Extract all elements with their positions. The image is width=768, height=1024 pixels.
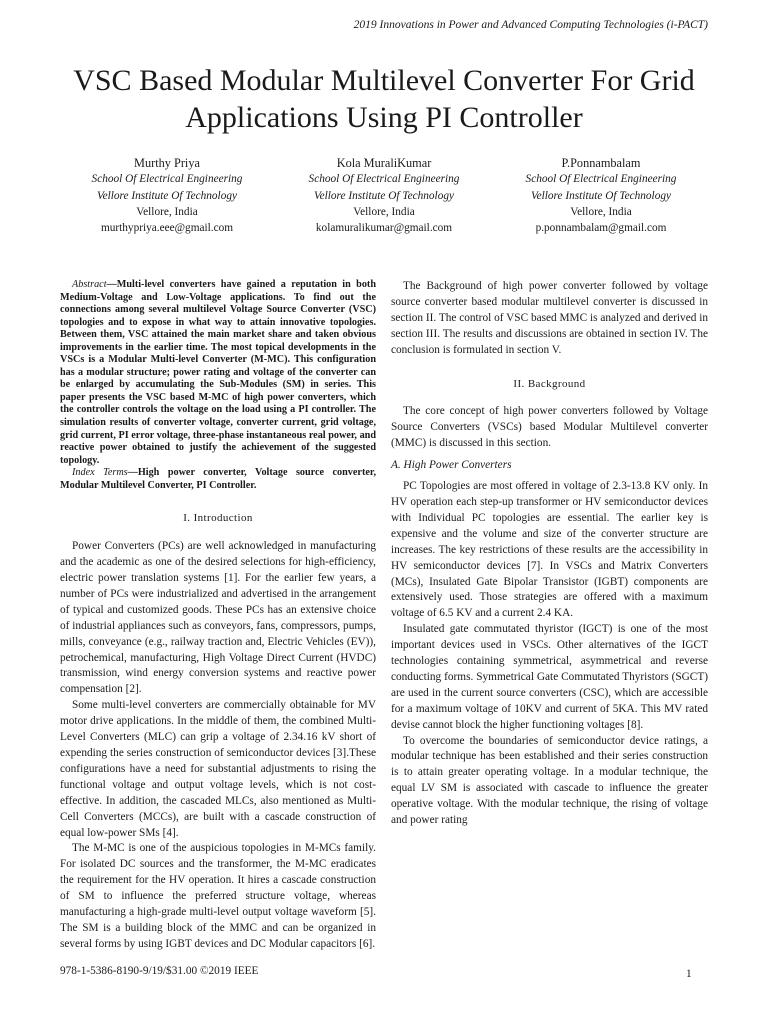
index-terms-label: Index Terms bbox=[72, 467, 128, 479]
paragraph: To overcome the boundaries of semiconductor device ratings, a modular technique has been established and their series construction is to attain greater operating voltage. In a modular technique, the equal LV SM is associated with cascade to influence the greater operative voltage. With the modular technique, the rising of voltage and power rating bbox=[391, 734, 708, 827]
conference-header: 2019 Innovations in Power and Advanced Computing Technologies (i-PACT) bbox=[353, 19, 708, 31]
author-block bbox=[62, 155, 706, 236]
author-location: Vellore, India bbox=[353, 205, 415, 218]
author-institute: Vellore Institute Of Technology bbox=[96, 189, 238, 202]
right-column bbox=[391, 279, 708, 829]
left-column bbox=[60, 279, 376, 953]
author-school: School Of Electrical Engineering bbox=[308, 173, 460, 186]
subsection-heading: A. High Power Converters bbox=[391, 459, 512, 472]
author-location: Vellore, India bbox=[570, 205, 632, 218]
author-2 bbox=[279, 155, 489, 236]
paragraph: PC Topologies are most offered in voltage of 2.3-13.8 KV only. In HV operation each step-up transformer or HV semiconductor devices with Individual PC topologies are essential. The earlier key is expensive and the volume and size of the converter structure are increases. The key restrictions of these results are the accessibility in HV semiconductor devices [7]. In VSCs and Matrix Converters (MCs), Insulated Gate Bipolar Transistor (IGBT) components are extensively used. Those strategies are offered with a maximum voltage of 6.5 KV and a current 2.4 KA. bbox=[391, 480, 708, 620]
page-number: 1 bbox=[686, 968, 692, 980]
copyright-footer: 978-1-5386-8190-9/19/$31.00 ©2019 IEEE bbox=[60, 965, 259, 977]
author-institute: Vellore Institute Of Technology bbox=[530, 189, 672, 202]
author-3 bbox=[496, 155, 706, 236]
abstract-text: —Multi-level converters have gained a reputation in both Medium-Voltage and Low-Voltage applications. To find out the connections among several multilevel Voltage Source Converter (VSC) topologies and to expose in what way to attain innovative topologies. Between them, VSC attained the main market share and taken obvious improvements in the earlier time. The most topical developments in the VSCs is a Modular Multi-level Converter (M-MC). This configuration has a modular structure; power rating and voltage of the converter can be enlarged by accumulating the Sub-Modules (SM) in series. This paper presents the VSC based M-MC of high power converters, which the controller controls the voltage on the load using a PI controller. The simulation results of converter voltage, converter current, grid voltage, grid current, PI error voltage, three-phase instantaneous real power, and reactive power obtained to justify the achievement of the suggested topology. bbox=[60, 279, 376, 466]
index-terms-text: —High power converter, Voltage source converter, Modular Multilevel Converter, PI Controller. bbox=[60, 467, 376, 491]
author-name: Murthy Priya bbox=[134, 156, 200, 170]
author-email[interactable]: murthypriya.eee@gmail.com bbox=[100, 222, 234, 235]
author-school: School Of Electrical Engineering bbox=[525, 173, 677, 186]
author-1 bbox=[62, 155, 272, 236]
author-name: P.Ponnambalam bbox=[561, 156, 641, 170]
abstract bbox=[60, 279, 376, 467]
section-heading-introduction: I. Introduction bbox=[183, 512, 253, 525]
paragraph: The Background of high power converter followed by voltage source converter based modular multilevel converter is discussed in section II. The control of VSC based MMC is analyzed and derived in section III. The results and discussions are obtained in section IV. The conclusion is formulated in section V. bbox=[391, 280, 708, 356]
index-terms bbox=[60, 467, 376, 492]
section-heading-background: II. Background bbox=[513, 377, 586, 390]
author-school: School Of Electrical Engineering bbox=[91, 173, 243, 186]
author-name: Kola MuraliKumar bbox=[336, 156, 432, 170]
title-line-2: Applications Using PI Controller bbox=[185, 101, 583, 134]
paragraph: The M-MC is one of the auspicious topologies in M-MCs family. For isolated DC sources and the transformer, the M-MC eradicates the requirement for the HV operation. It hires a cascade construction of SM to influence the preferred structure voltage, whereas manufacturing a high-grade multi-level output voltage waveform [5]. The SM is a building block of the MMC and can be organized in several forms by using IGBT devices and DC Modular capacitors [6]. bbox=[60, 842, 376, 950]
paragraph: Insulated gate commutated thyristor (IGCT) is one of the most important devices used in VSCs. Other alternatives of the IGCT technologies containing symmetrical, asymmetrical and reverse conducting forms. Symmetrical Gate Commutated Thyristors (SGCT) are used in the current source converters (CSC), which are accessible for a maximum voltage of 10KV and current of 5KA. This MV rated devise cannot block the higher functioning voltages [8]. bbox=[391, 623, 708, 731]
author-email[interactable]: p.ponnambalam@gmail.com bbox=[535, 222, 667, 235]
paragraph: Power Converters (PCs) are well acknowledged in manufacturing and the academic as one of the desired selections for high-efficiency, electric power translation systems [1]. For the earlier few years, a number of PCs were industrialized and advertised in the arrangement of typical and customized goods. These PCs has an extensive choice of industrial appliances such as conveyors, fans, compressors, pumps, mills, conveyance (e.g., railway traction and, Electric Vehicles (EV)), petrochemical, manufacturing, High Voltage Direct Current (HVDC) transmission, wind energy conversion systems and reactive power compensation [2]. bbox=[60, 540, 376, 696]
author-email[interactable]: kolamuralikumar@gmail.com bbox=[315, 222, 453, 235]
paper-title bbox=[40, 62, 728, 136]
paragraph: Some multi-level converters are commercially obtainable for MV motor drive applications. In the middle of them, the combined Multi-Level Converters (MLC) can grip a voltage of 2.34.16 kV short of expending the series construction of semiconductor devices [3].These configurations have a need for substantial adjustments to rising the functional voltage and output voltage levels, which is not cost-effective. In addition, the cascaded MLCs, also mentioned as Multi-Cell Converters (MCCs), are built with a cascade construction of equal low-power SMs [4]. bbox=[60, 699, 376, 839]
paragraph: The core concept of high power converters followed by Voltage Source Converters (VSCs) based Modular Multilevel converter (MMC) is discussed in this section. bbox=[391, 405, 708, 450]
title-line-1: VSC Based Modular Multilevel Converter For Grid bbox=[73, 64, 695, 97]
author-institute: Vellore Institute Of Technology bbox=[313, 189, 455, 202]
abstract-label: Abstract bbox=[72, 279, 107, 290]
author-location: Vellore, India bbox=[136, 205, 198, 218]
